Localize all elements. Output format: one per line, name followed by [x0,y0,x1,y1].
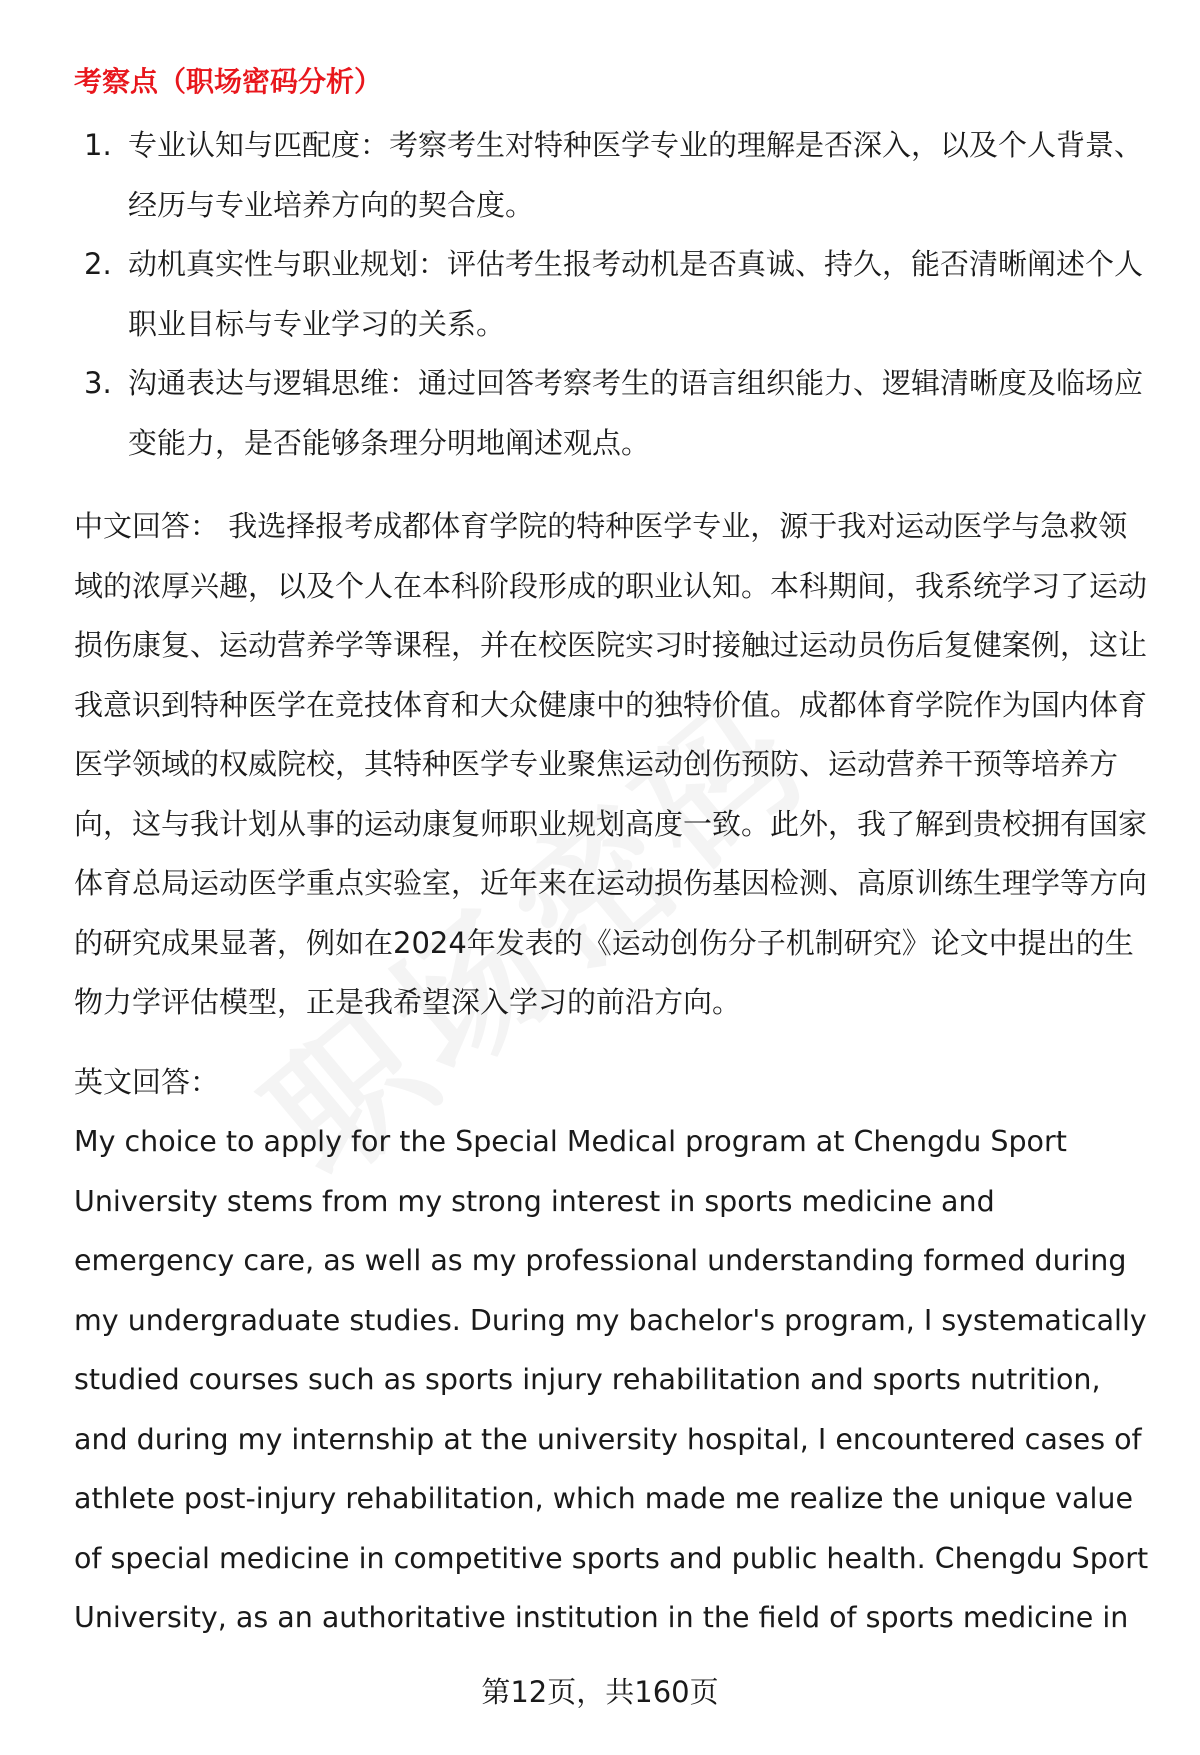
english-answer-label: 英文回答： [74,1064,220,1099]
list-item-text: 专业认知与匹配度：考察考生对特种医学专业的理解是否深入，以及个人背景、经历与专业培养方向的契合度。 [128,128,1144,222]
list-item [74,116,1154,235]
list-item-number: 1. [84,128,112,162]
list-item [74,235,1154,354]
section-title: 考察点（职场密码分析） [74,65,383,98]
list-item-number: 3. [84,366,112,400]
list-item-number: 2. [84,247,112,281]
document-body [74,52,1154,1648]
page-number: 第12页，共160页 [481,1675,719,1709]
list-item-text: 沟通表达与逻辑思维：通过回答考察考生的语言组织能力、逻辑清晰度及临场应变能力，是否能够条理分明地阐述观点。 [128,366,1144,460]
list-item [74,354,1154,473]
list-item-text: 动机真实性与职业规划：评估考生报考动机是否真诚、持久，能否清晰阐述个人职业目标与专业学习的关系。 [128,247,1144,341]
chinese-answer: 中文回答： 我选择报考成都体育学院的特种医学专业，源于我对运动医学与急救领域的浓厚兴趣，以及个人在本科阶段形成的职业认知。本科期间，我系统学习了运动损伤康复、运动营养学等课程，并在校医院实习时接触过运动员伤后复健案例，这让我意识到特种医学在竞技体育和大众健康中的独特价值。成都体育学院作为国内体育医学领域的权威院校，其特种医学专业聚焦运动创伤预防、运动营养干预等培养方向，这与我计划从事的运动康复师职业规划高度一致。此外，我了解到贵校拥有国家体育总局运动医学重点实验室，近年来在运动损伤基因检测、高原训练生理学等方向的研究成果显著，例如在2024年发表的《运动创伤分子机制研究》论文中提出的生物力学评估模型，正是我希望深入学习的前沿方向。 [74,509,1148,1019]
english-answer: My choice to apply for the Special Medical program at Chengdu Sport University stems from my strong interest in sports medicine and emergency care, as well as my professional understanding formed during my undergraduate studies. During my bachelor's program, I systematically studied courses such as sports injury rehabilitation and sports nutrition, and during my internship at the university hospital, I encountered cases of athlete post-injury rehabilitation, which made me realize the unique value of special medicine in competitive sports and public health. Chengdu Sport University, as an authoritative institution in the field of sports medicine in [74,1125,1149,1634]
assessment-points-list [74,116,1154,473]
